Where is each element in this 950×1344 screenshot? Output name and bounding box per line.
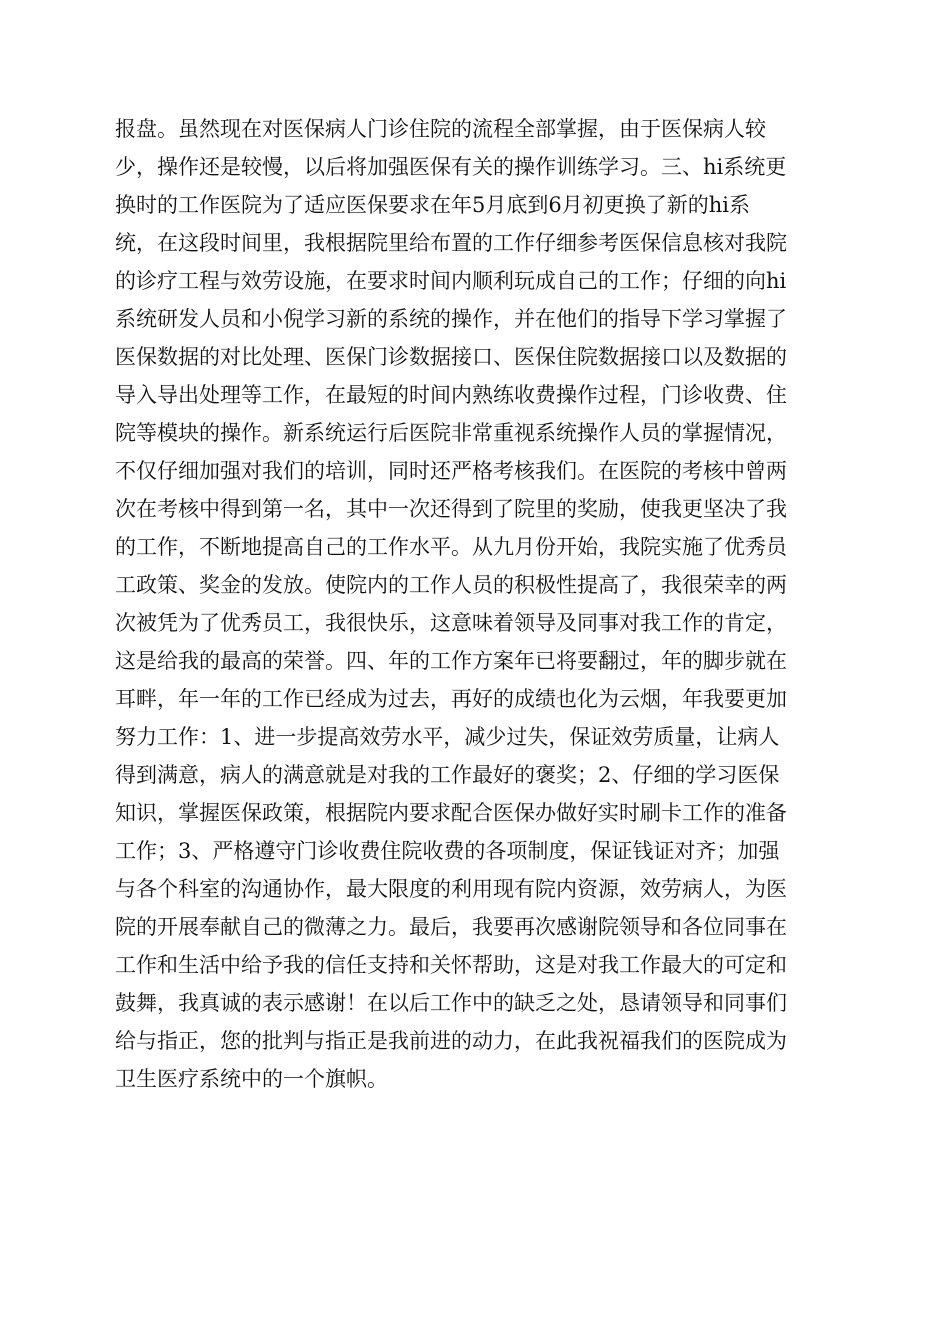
text-line: 努力工作：1、进一步提高效劳水平，减少过失，保证效劳质量，让病人	[115, 725, 780, 749]
text-line: 院的开展奉献自己的微薄之力。最后，我要再次感谢院领导和各位同事在	[115, 915, 787, 939]
text-line: 工政策、奖金的发放。使院内的工作人员的积极性提高了，我很荣幸的两	[115, 573, 787, 597]
text-line: 统，在这段时间里，我根据院里给布置的工作仔细参考医保信息核对我院	[115, 231, 787, 255]
text-line: 医保数据的对比处理、医保门诊数据接口、医保住院数据接口以及数据的	[115, 345, 787, 369]
text-line: 少，操作还是较慢，以后将加强医保有关的操作训练学习。三、hi系统更	[115, 155, 787, 179]
text-line: 卫生医疗系统中的一个旗帜。	[115, 1067, 388, 1091]
text-line: 工作和生活中给予我的信任支持和关怀帮助，这是对我工作最大的可定和	[115, 953, 787, 977]
text-line: 次被凭为了优秀员工，我很快乐，这意味着领导及同事对我工作的肯定，	[115, 611, 787, 635]
text-line: 报盘。虽然现在对医保病人门诊住院的流程全部掌握，由于医保病人较	[115, 117, 766, 141]
text-line: 耳畔，年一年的工作已经成为过去，再好的成绩也化为云烟，年我要更加	[115, 687, 787, 711]
text-line: 换时的工作医院为了适应医保要求在年5月底到6月初更换了新的hi系	[115, 193, 750, 217]
text-line: 知识，掌握医保政策，根据院内要求配合医保办做好实时刷卡工作的准备	[115, 801, 787, 825]
text-line: 院等模块的操作。新系统运行后医院非常重视系统操作人员的掌握情况，	[115, 421, 787, 445]
text-line: 与各个科室的沟通协作，最大限度的利用现有院内资源，效劳病人，为医	[115, 877, 787, 901]
text-line: 导入导出处理等工作，在最短的时间内熟练收费操作过程，门诊收费、住	[115, 383, 787, 407]
text-line: 得到满意，病人的满意就是对我的工作最好的褒奖；2、仔细的学习医保	[115, 763, 780, 787]
text-line: 次在考核中得到第一名，其中一次还得到了院里的奖励，使我更坚决了我	[115, 497, 787, 521]
text-line: 工作；3、严格遵守门诊收费住院收费的各项制度，保证钱证对齐；加强	[115, 839, 780, 863]
text-line: 不仅仔细加强对我们的培训，同时还严格考核我们。在医院的考核中曾两	[115, 459, 787, 483]
body-text	[115, 110, 840, 1098]
text-line: 的诊疗工程与效劳设施，在要求时间内顺利玩成自己的工作；仔细的向hi	[115, 269, 787, 293]
text-line: 的工作，不断地提高自己的工作水平。从九月份开始，我院实施了优秀员	[115, 535, 787, 559]
text-line: 给与指正，您的批判与指正是我前进的动力，在此我祝福我们的医院成为	[115, 1029, 787, 1053]
text-line: 鼓舞，我真诚的表示感谢！在以后工作中的缺乏之处，恳请领导和同事们	[115, 991, 787, 1015]
text-line: 这是给我的最高的荣誉。四、年的工作方案年已将要翻过，年的脚步就在	[115, 649, 787, 673]
text-line: 系统研发人员和小倪学习新的系统的操作，并在他们的指导下学习掌握了	[115, 307, 787, 331]
